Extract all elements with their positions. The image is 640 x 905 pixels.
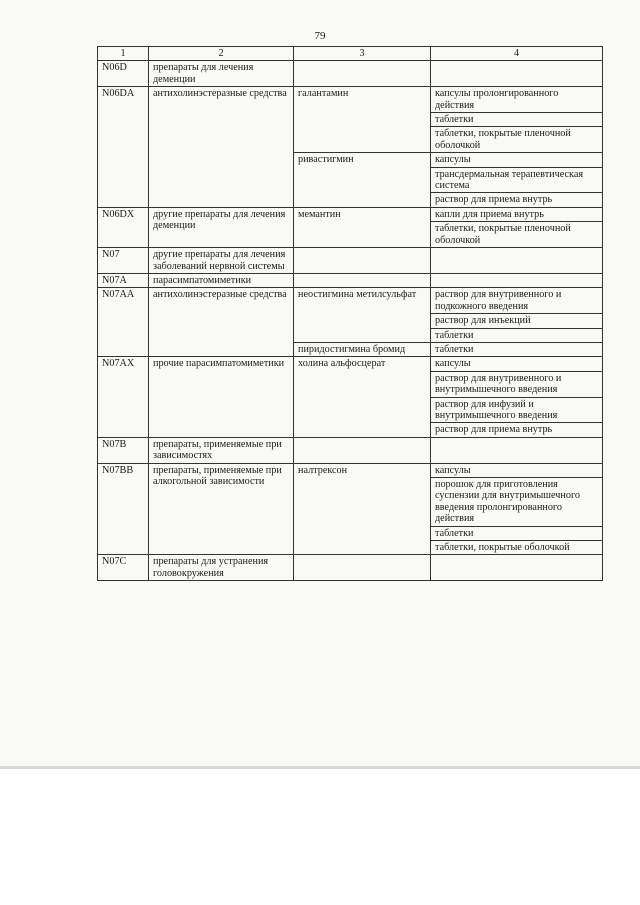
group-name: антихолинэстеразные средства <box>149 288 294 357</box>
table-row-n06da <box>98 87 603 113</box>
group-name: препараты для устранения головокружения <box>149 555 294 581</box>
atc-code: N06D <box>98 61 149 87</box>
drug-name: ривастигмин <box>294 153 431 208</box>
table-row-n07a <box>98 273 603 287</box>
drug-name: мемантин <box>294 207 431 247</box>
group-name: антихолинэстеразные средства <box>149 87 294 208</box>
atc-code: N07A <box>98 273 149 287</box>
dosage-form: капсулы <box>431 153 603 167</box>
dosage-form: трансдермальная терапевтическая система <box>431 167 603 193</box>
dosage-form: раствор для инъекций <box>431 314 603 328</box>
dosage-form: таблетки <box>431 328 603 342</box>
group-name: другие препараты для лечения деменции <box>149 207 294 247</box>
table-row-n06d <box>98 61 603 87</box>
group-name: парасимпатомиметики <box>149 273 294 287</box>
dosage-form: порошок для приготовления суспензии для внутримышечного введения пролонгированного действия <box>431 478 603 527</box>
dosage-form: таблетки, покрытые пленочной оболочкой <box>431 127 603 153</box>
dosage-form <box>431 437 603 463</box>
dosage-form: таблетки <box>431 526 603 540</box>
page-number: 79 <box>314 30 326 42</box>
header-cell-1: 1 <box>98 47 149 61</box>
dosage-form: таблетки, покрытые пленочной оболочкой <box>431 222 603 248</box>
table-row-n06dx <box>98 207 603 221</box>
dosage-form: раствор для приема внутрь <box>431 423 603 437</box>
drug-name <box>294 248 431 274</box>
atc-code: N07BB <box>98 463 149 555</box>
dosage-form: капсулы <box>431 357 603 371</box>
header-cell-2: 2 <box>149 47 294 61</box>
dosage-form: капсулы <box>431 463 603 477</box>
header-cell-3: 3 <box>294 47 431 61</box>
drug-name: галантамин <box>294 87 431 153</box>
atc-code: N06DX <box>98 207 149 247</box>
table-row-n07bb <box>98 463 603 477</box>
group-name: препараты, применяемые при зависимостях <box>149 437 294 463</box>
table-row-n07b <box>98 437 603 463</box>
header-cell-4: 4 <box>431 47 603 61</box>
table-row-n07c <box>98 555 603 581</box>
drug-name: налтрексон <box>294 463 431 555</box>
dosage-form: раствор для внутривенного и подкожного введения <box>431 288 603 314</box>
scan-edge <box>0 766 640 769</box>
header-row <box>98 47 603 61</box>
drug-name <box>294 555 431 581</box>
table-row-n07aa <box>98 288 603 314</box>
drug-name <box>294 273 431 287</box>
drug-name <box>294 437 431 463</box>
group-name: прочие парасимпатомиметики <box>149 357 294 437</box>
group-name: препараты, применяемые при алкогольной зависимости <box>149 463 294 555</box>
dosage-form <box>431 555 603 581</box>
dosage-form: капсулы пролонгированного действия <box>431 87 603 113</box>
table-row-n07 <box>98 248 603 274</box>
drug-name: неостигмина метилсульфат <box>294 288 431 343</box>
dosage-form: таблетки <box>431 113 603 127</box>
table-row-n07ax <box>98 357 603 371</box>
atc-code: N07 <box>98 248 149 274</box>
drug-table <box>97 46 603 581</box>
atc-code: N07B <box>98 437 149 463</box>
atc-code: N07C <box>98 555 149 581</box>
drug-name <box>294 61 431 87</box>
atc-code: N07AA <box>98 288 149 357</box>
drug-name: холина альфосцерат <box>294 357 431 437</box>
dosage-form: таблетки <box>431 342 603 356</box>
atc-code: N06DA <box>98 87 149 208</box>
group-name: другие препараты для лечения заболеваний нервной системы <box>149 248 294 274</box>
dosage-form: раствор для внутривенного и внутримышечного введения <box>431 371 603 397</box>
dosage-form <box>431 61 603 87</box>
dosage-form <box>431 248 603 274</box>
dosage-form: раствор для приема внутрь <box>431 193 603 207</box>
drug-name: пиридостигмина бромид <box>294 342 431 356</box>
atc-code: N07AX <box>98 357 149 437</box>
dosage-form: раствор для инфузий и внутримышечного введения <box>431 397 603 423</box>
dosage-form <box>431 273 603 287</box>
group-name: препараты для лечения деменции <box>149 61 294 87</box>
dosage-form: капли для приема внутрь <box>431 207 603 221</box>
dosage-form: таблетки, покрытые оболочкой <box>431 541 603 555</box>
